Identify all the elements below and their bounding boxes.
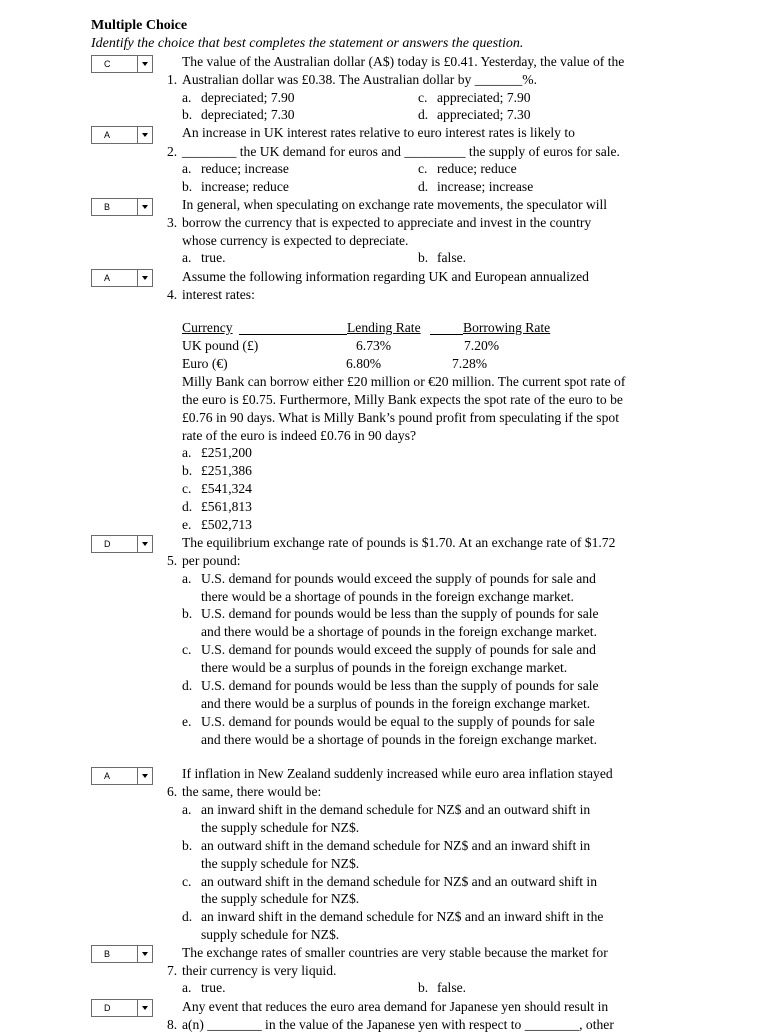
question-number: 8.: [167, 1017, 178, 1032]
option-text: an inward shift in the demand schedule for NZ$ and an outward shift in: [201, 802, 591, 817]
question-text: whose currency is expected to depreciate.: [182, 233, 409, 248]
option-letter: a.: [182, 90, 192, 105]
question-text: Australian dollar was £0.38. The Australian dollar by _______%.: [182, 72, 538, 87]
option-text: reduce; increase: [201, 161, 289, 176]
option-text: the supply schedule for NZ$.: [201, 856, 360, 871]
question-number: 7.: [167, 963, 178, 978]
answer-value: A: [104, 130, 111, 140]
question-text: rate of the euro is indeed £0.76 in 90 days?: [182, 428, 417, 443]
option-text: the supply schedule for NZ$.: [201, 820, 360, 835]
question-number: 2.: [167, 144, 178, 159]
option: [182, 516, 252, 534]
answer-value: A: [104, 273, 111, 283]
option-letter: b.: [182, 606, 193, 621]
option-letter: c.: [182, 874, 192, 889]
question-text: the same, there would be:: [182, 784, 322, 799]
table-header: Borrowing Rate: [463, 320, 551, 335]
option: [182, 801, 590, 819]
option-text: appreciated; 7.90: [437, 90, 531, 105]
option-text: there would be a surplus of pounds in the foreign exchange market.: [201, 660, 568, 675]
option-text: and there would be a surplus of pounds in the foreign exchange market.: [201, 696, 591, 711]
option-text: reduce; reduce: [437, 161, 517, 176]
option: [182, 444, 252, 462]
option-letter: b.: [182, 179, 193, 194]
option-text: U.S. demand for pounds would exceed the supply of pounds for sale and: [201, 642, 596, 657]
option: [182, 106, 295, 124]
option-letter: a.: [182, 980, 192, 995]
option-text: U.S. demand for pounds would be less than the supply of pounds for sale: [201, 606, 599, 621]
question-number: 5.: [167, 553, 178, 568]
question-text: The equilibrium exchange rate of pounds is $1.70. At an exchange rate of $1.72: [182, 535, 616, 550]
answer-dropdown[interactable]: [91, 945, 153, 963]
table-cell: UK pound (£): [182, 338, 259, 353]
option-text: an inward shift in the demand schedule for NZ$ and an inward shift in the: [201, 909, 604, 924]
chevron-down-icon[interactable]: [137, 270, 152, 286]
option-text: depreciated; 7.90: [201, 90, 295, 105]
option-letter: d.: [182, 678, 193, 693]
option-letter: d.: [182, 909, 193, 924]
option-letter: a.: [182, 250, 192, 265]
chevron-down-icon[interactable]: [137, 1000, 152, 1016]
option: [182, 605, 599, 623]
table-header: Currency: [182, 320, 233, 335]
option-text: supply schedule for NZ$.: [201, 927, 340, 942]
option: [182, 979, 226, 997]
table-cell: 7.28%: [452, 356, 488, 371]
option: [182, 570, 596, 588]
question-text: In general, when speculating on exchange rate movements, the speculator will: [182, 197, 608, 212]
option-letter: c.: [182, 642, 192, 657]
question-number: 3.: [167, 215, 178, 230]
table-cell: 6.80%: [346, 356, 382, 371]
option: [182, 677, 599, 695]
chevron-down-icon[interactable]: [137, 946, 152, 962]
question-text: Assume the following information regarding UK and European annualized: [182, 269, 589, 284]
option-text: false.: [437, 980, 467, 995]
option: [182, 89, 295, 107]
option-text: U.S. demand for pounds would exceed the supply of pounds for sale and: [201, 571, 596, 586]
question-text: An increase in UK interest rates relative to euro interest rates is likely to: [182, 125, 575, 140]
answer-value: D: [104, 1003, 111, 1013]
option-letter: b.: [182, 463, 193, 478]
answer-dropdown[interactable]: [91, 126, 153, 144]
chevron-down-icon[interactable]: [137, 127, 152, 143]
question-text: Any event that reduces the euro area demand for Japanese yen should result in: [182, 999, 609, 1014]
option-text: £561,813: [201, 499, 252, 514]
option-letter: b.: [182, 107, 193, 122]
table-cell: 6.73%: [356, 338, 392, 353]
option-letter: d.: [418, 107, 429, 122]
option-letter: c.: [418, 161, 428, 176]
option-letter: d.: [418, 179, 429, 194]
option-letter: b.: [418, 250, 429, 265]
question-number: 4.: [167, 287, 178, 302]
option-letter: b.: [182, 838, 193, 853]
question-text: interest rates:: [182, 287, 255, 302]
option: [182, 908, 603, 926]
option-text: true.: [201, 980, 226, 995]
option: [182, 498, 252, 516]
answer-dropdown[interactable]: [91, 269, 153, 287]
option-text: depreciated; 7.30: [201, 107, 295, 122]
answer-dropdown[interactable]: [91, 55, 153, 73]
option: [182, 160, 289, 178]
option-letter: e.: [182, 517, 192, 532]
option-letter: d.: [182, 499, 193, 514]
answer-value: B: [104, 202, 111, 212]
answer-dropdown[interactable]: [91, 767, 153, 785]
option-letter: a.: [182, 445, 192, 460]
chevron-down-icon[interactable]: [137, 768, 152, 784]
question-text: a(n) ________ in the value of the Japanese yen with respect to ________, other: [182, 1017, 614, 1032]
option-text: true.: [201, 250, 226, 265]
option: [418, 160, 517, 178]
question-text: The exchange rates of smaller countries are very stable because the market for: [182, 945, 608, 960]
question-text: borrow the currency that is expected to appreciate and invest in the country: [182, 215, 592, 230]
instructions: Identify the choice that best completes the statement or answers the question.: [91, 36, 524, 51]
table-header: Lending Rate: [347, 320, 421, 335]
chevron-down-icon[interactable]: [137, 199, 152, 215]
question-number: 6.: [167, 784, 178, 799]
option: [418, 106, 531, 124]
option-text: £251,386: [201, 463, 252, 478]
chevron-down-icon[interactable]: [137, 56, 152, 72]
option: [182, 178, 289, 196]
option: [182, 713, 595, 731]
option-letter: c.: [182, 481, 192, 496]
question-text: £0.76 in 90 days. What is Milly Bank’s pound profit from speculating if the spot: [182, 410, 619, 425]
question-text: per pound:: [182, 553, 241, 568]
option: [182, 873, 597, 891]
option-letter: a.: [182, 571, 192, 586]
option-letter: e.: [182, 714, 192, 729]
section-title: Multiple Choice: [91, 18, 188, 33]
question-text: the euro is £0.75. Furthermore, Milly Bank expects the spot rate of the euro to be: [182, 392, 623, 407]
option-text: the supply schedule for NZ$.: [201, 891, 360, 906]
option: [182, 837, 590, 855]
answer-dropdown[interactable]: [91, 535, 153, 553]
option: [182, 480, 252, 498]
option-text: and there would be a shortage of pounds in the foreign exchange market.: [201, 732, 597, 747]
answer-dropdown[interactable]: [91, 999, 153, 1017]
answer-value: D: [104, 539, 111, 549]
option-text: false.: [437, 250, 467, 265]
option: [418, 178, 533, 196]
header-underline: [239, 334, 347, 335]
answer-dropdown[interactable]: [91, 198, 153, 216]
option-text: £502,713: [201, 517, 252, 532]
option-text: £541,324: [201, 481, 252, 496]
option-text: U.S. demand for pounds would be less than the supply of pounds for sale: [201, 678, 599, 693]
question-text: ________ the UK demand for euros and _________ the supply of euros for sale.: [182, 144, 620, 159]
option: [182, 249, 226, 267]
answer-value: C: [104, 59, 111, 69]
option-text: an outward shift in the demand schedule for NZ$ and an outward shift in: [201, 874, 598, 889]
option-text: an outward shift in the demand schedule for NZ$ and an inward shift in: [201, 838, 591, 853]
option-text: appreciated; 7.30: [437, 107, 531, 122]
option-text: increase; increase: [437, 179, 534, 194]
option: [182, 462, 252, 480]
question-text: If inflation in New Zealand suddenly increased while euro area inflation stayed: [182, 766, 613, 781]
option-text: increase; reduce: [201, 179, 289, 194]
option-text: U.S. demand for pounds would be equal to the supply of pounds for sale: [201, 714, 595, 729]
option-text: there would be a shortage of pounds in the foreign exchange market.: [201, 589, 574, 604]
table-cell: 7.20%: [464, 338, 500, 353]
option: [182, 641, 596, 659]
option-letter: a.: [182, 161, 192, 176]
header-underline: [430, 334, 463, 335]
option-letter: a.: [182, 802, 192, 817]
answer-value: B: [104, 949, 111, 959]
option: [418, 249, 466, 267]
chevron-down-icon[interactable]: [137, 536, 152, 552]
option: [418, 89, 531, 107]
question-number: 1.: [167, 72, 178, 87]
answer-value: A: [104, 771, 111, 781]
option-text: £251,200: [201, 445, 252, 460]
question-text: their currency is very liquid.: [182, 963, 337, 978]
table-cell: Euro (€): [182, 356, 228, 371]
option: [418, 979, 466, 997]
option-text: and there would be a shortage of pounds in the foreign exchange market.: [201, 624, 597, 639]
option-letter: c.: [418, 90, 428, 105]
question-text: Milly Bank can borrow either £20 million or €20 million. The current spot rate of: [182, 374, 626, 389]
question-text: The value of the Australian dollar (A$) today is £0.41. Yesterday, the value of the: [182, 54, 625, 69]
option-letter: b.: [418, 980, 429, 995]
